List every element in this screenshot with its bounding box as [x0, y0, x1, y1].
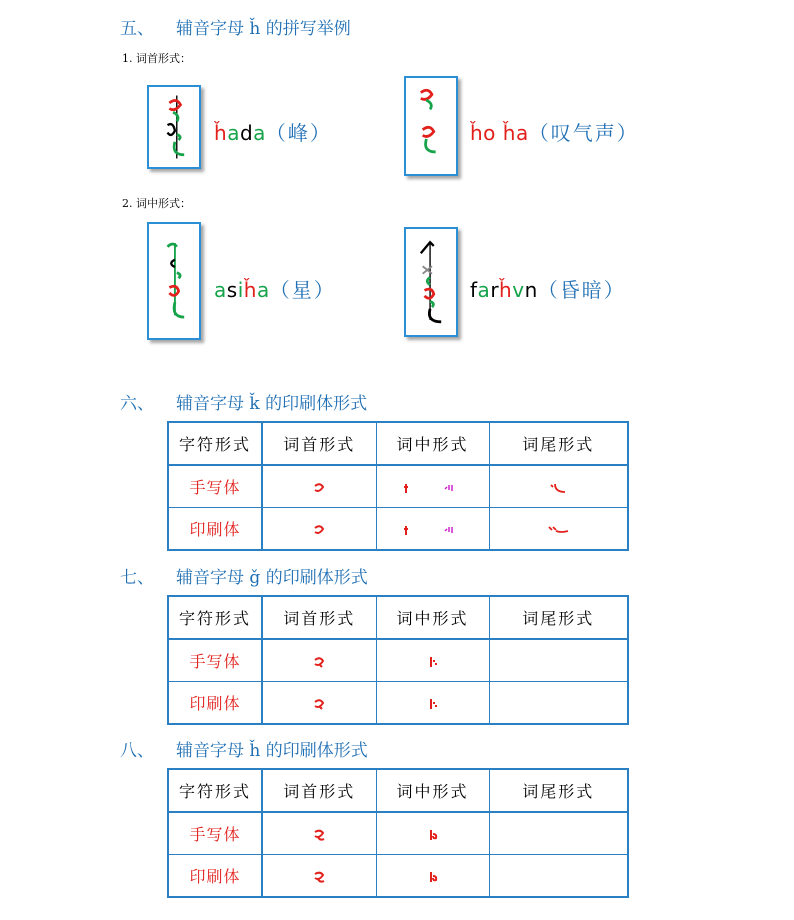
row-label-handwritten: 手写体: [168, 465, 262, 508]
row-label-printed: 印刷体: [168, 508, 262, 551]
table-header-row: [168, 596, 628, 639]
section-number: 八、: [120, 741, 154, 761]
table-row: [168, 682, 628, 725]
table-row: [168, 639, 628, 682]
glyph-cell: [262, 812, 376, 855]
header-cell: 词尾形式: [489, 596, 628, 639]
mongolian-script-asiha: [149, 224, 199, 338]
table-row: [168, 508, 628, 551]
glyph-cell: [262, 508, 376, 551]
mongolian-script-hada: [149, 87, 199, 167]
table-row: [168, 855, 628, 898]
header-cell: 字符形式: [168, 422, 262, 465]
glyph-k-final: [547, 481, 569, 495]
glyph-cell: [376, 465, 489, 508]
glyph-k-initial: [312, 481, 326, 495]
table-row: [168, 465, 628, 508]
table-g-forms: [167, 595, 629, 725]
subheading-initial: 1. 词首形式：: [122, 52, 191, 65]
mongolian-script-card-hoha: [404, 76, 458, 176]
glyph-g-initial-print: [312, 697, 326, 711]
glyph-cell: [262, 639, 376, 682]
word-hada: ȟada（峰）: [214, 121, 332, 145]
glyph-cell-empty: [489, 855, 628, 898]
header-cell: 字符形式: [168, 596, 262, 639]
section-title: 辅音字母 ȟ 的印刷体形式: [176, 741, 368, 761]
glyph-k-final-print: [546, 523, 570, 537]
glyph-g-initial: [312, 655, 326, 669]
section-7-heading: [120, 563, 368, 588]
glyph-cell: [376, 812, 489, 855]
header-cell: 词尾形式: [489, 769, 628, 812]
glyph-cell: [262, 465, 376, 508]
section-5-heading: [120, 14, 351, 39]
section-6-heading: [120, 389, 367, 414]
glyph-cell: [489, 465, 628, 508]
glyph-cell-empty: [489, 682, 628, 725]
section-number: 七、: [120, 568, 154, 588]
glyph-cell: [489, 508, 628, 551]
word-asiha: asiȟa（星）: [214, 278, 336, 302]
glyph-cell: [262, 682, 376, 725]
glyph-k-medial: [401, 481, 465, 495]
header-cell: 字符形式: [168, 769, 262, 812]
glyph-h-medial: [426, 828, 440, 842]
mongolian-script-hoha: [406, 78, 456, 174]
header-cell: 词首形式: [262, 596, 376, 639]
section-8-heading: [120, 736, 368, 761]
mongolian-script-card-asiha: [147, 222, 201, 340]
section-number: 五、: [120, 19, 154, 39]
section-title: 辅音字母 ȟ 的拼写举例: [176, 19, 351, 39]
section-title: 辅音字母 ǧ 的印刷体形式: [176, 568, 368, 588]
glyph-cell-empty: [489, 812, 628, 855]
glyph-g-medial-print: [426, 697, 440, 711]
glyph-h-initial: [312, 828, 326, 842]
row-label-printed: 印刷体: [168, 682, 262, 725]
section-number: 六、: [120, 394, 154, 414]
glyph-cell: [262, 855, 376, 898]
header-cell: 词中形式: [376, 596, 489, 639]
glyph-cell: [376, 508, 489, 551]
row-label-handwritten: 手写体: [168, 639, 262, 682]
header-cell: 词中形式: [376, 769, 489, 812]
row-label-printed: 印刷体: [168, 855, 262, 898]
table-header-row: [168, 769, 628, 812]
glyph-cell: [376, 682, 489, 725]
header-cell: 词首形式: [262, 769, 376, 812]
header-cell: 词首形式: [262, 422, 376, 465]
word-hoha: ȟo ȟa（叹气声）: [470, 121, 639, 145]
word-farhvn: farȟvn（昏暗）: [470, 278, 626, 302]
glyph-k-initial-print: [312, 523, 326, 537]
table-row: [168, 812, 628, 855]
glyph-h-initial-print: [312, 870, 326, 884]
glyph-cell: [376, 855, 489, 898]
glyph-g-medial: [426, 655, 440, 669]
table-h-forms: [167, 768, 629, 898]
mongolian-script-farhvn: [406, 229, 456, 335]
mongolian-script-card-hada: [147, 85, 201, 169]
table-header-row: [168, 422, 628, 465]
mongolian-script-card-farhvn: [404, 227, 458, 337]
glyph-h-medial-print: [426, 870, 440, 884]
header-cell: 词尾形式: [489, 422, 628, 465]
table-k-forms: [167, 421, 629, 551]
glyph-cell: [376, 639, 489, 682]
glyph-cell-empty: [489, 639, 628, 682]
glyph-k-medial-print: [401, 523, 465, 537]
section-title: 辅音字母 ǩ 的印刷体形式: [176, 394, 368, 414]
header-cell: 词中形式: [376, 422, 489, 465]
subheading-medial: 2. 词中形式：: [122, 197, 191, 210]
row-label-handwritten: 手写体: [168, 812, 262, 855]
